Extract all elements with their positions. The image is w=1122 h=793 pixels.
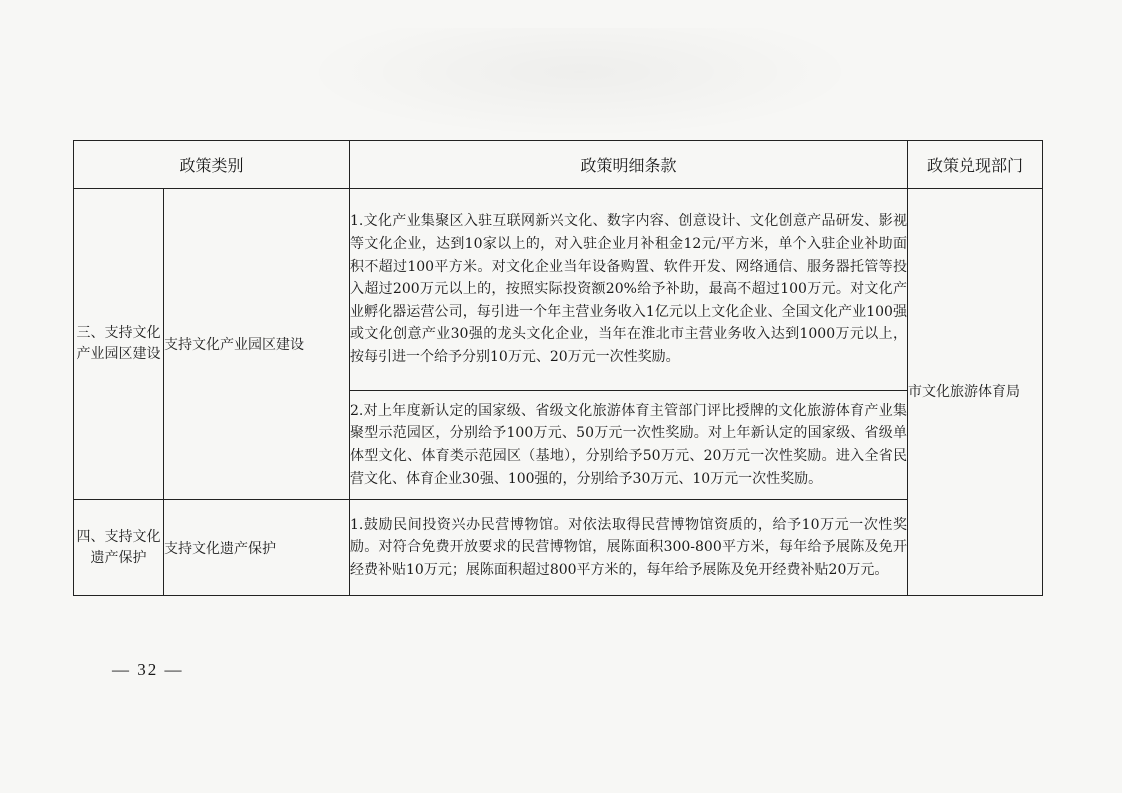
header-department: 政策兑现部门 — [908, 141, 1043, 189]
department-cell: 市文化旅游体育局 — [908, 189, 1043, 596]
table-row — [74, 500, 1043, 596]
detail-cell: 1.文化产业集聚区入驻互联网新兴文化、数字内容、创意设计、文化创意产品研发、影视等文化企业，达到10家以上的，对入驻企业月补租金12元/平方米，单个入驻企业补助面积不超过100平方米。对文化企业当年设备购置、软件开发、网络通信、服务器托管等投入超过200万元以上的，按照实际投资额20%给予补助，最高不超过100万元。对文化产业孵化器运营公司，每引进一个年主营业务收入1亿元以上文化企业、全国文化产业100强或文化创意产业30强的龙头文化企业，当年在淮北市主营业务收入达到1000万元以上，按每引进一个给予分别10万元、20万元一次性奖励。 — [350, 189, 908, 391]
bleed-through-shadow — [300, 28, 860, 138]
category-cell: 三、支持文化产业园区建设 — [74, 189, 164, 500]
detail-cell: 2.对上年度新认定的国家级、省级文化旅游体育主管部门评比授牌的文化旅游体育产业集聚型示范园区，分别给予100万元、50万元一次性奖励。对上年新认定的国家级、省级单体型文化、体育类示范园区（基地），分别给予50万元、20万元一次性奖励。进入全省民营文化、体育企业30强、100强的，分别给予30万元、10万元一次性奖励。 — [350, 391, 908, 500]
page-number: — 32 — — [112, 660, 184, 679]
policy-table — [73, 140, 1043, 596]
header-policy-detail: 政策明细条款 — [350, 141, 908, 189]
subcategory-cell: 支持文化遗产保护 — [164, 500, 350, 596]
detail-cell: 1.鼓励民间投资兴办民营博物馆。对依法取得民营博物馆资质的，给予10万元一次性奖励。对符合免费开放要求的民营博物馆，展陈面积300-800平方米，每年给予展陈及免开经费补贴10万元；展陈面积超过800平方米的，每年给予展陈及免开经费补贴20万元。 — [350, 500, 908, 596]
subcategory-cell: 支持文化产业园区建设 — [164, 189, 350, 500]
category-cell: 四、支持文化遗产保护 — [74, 500, 164, 596]
table-header-row — [74, 141, 1043, 189]
table-row — [74, 189, 1043, 391]
header-policy-category: 政策类别 — [74, 141, 350, 189]
